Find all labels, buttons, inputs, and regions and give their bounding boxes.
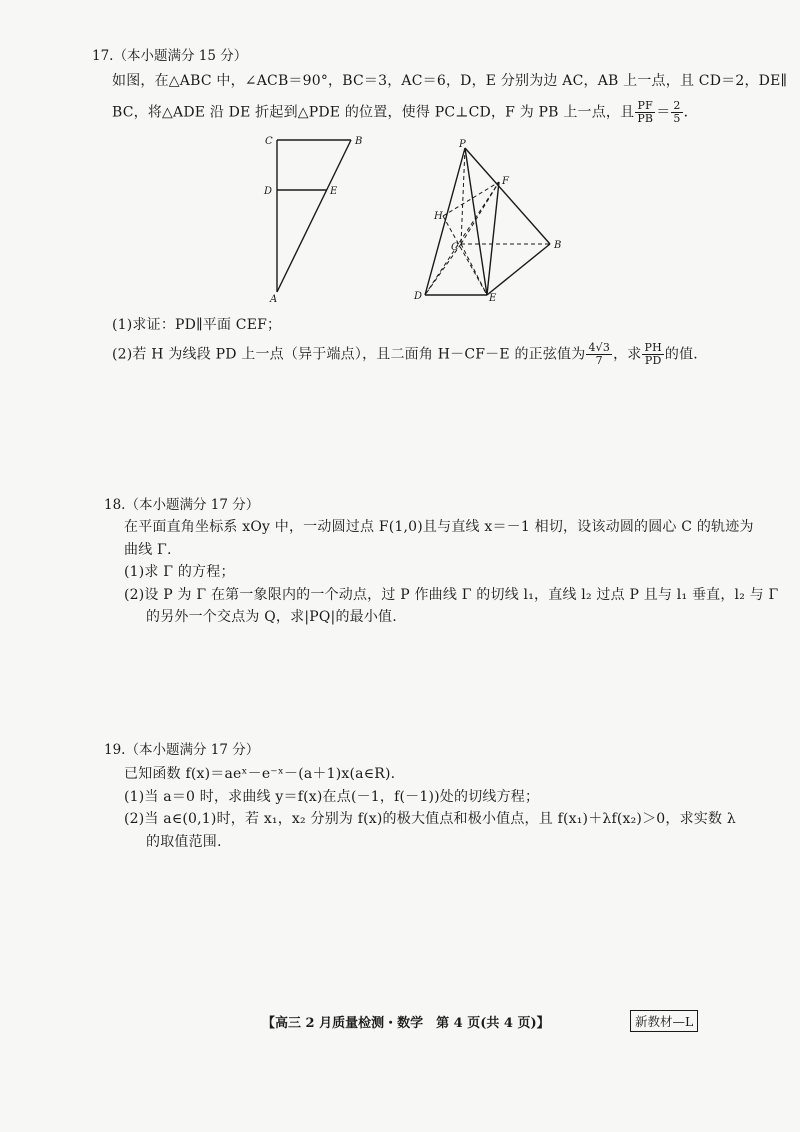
segment-df (425, 182, 499, 295)
label-f: F (502, 176, 509, 187)
label-d: D (414, 291, 423, 302)
question-19-part-1: (1)当 a＝0 时，求曲线 y＝f(x)在点(－1，f(－1))处的切线方程； (124, 789, 540, 805)
question-19-part-2-line1: (2)当 a∈(0,1)时，若 x₁，x₂ 分别为 f(x)的极大值点和极小值点，且 f(x₁)＋λf(x₂)＞0，求实数 λ (124, 811, 736, 827)
question-17-part-1: (1)求证：PD∥平面 CEF； (112, 317, 282, 333)
label-e: E (489, 293, 497, 303)
segment-ba (277, 140, 351, 292)
question-18-part-2-line1: (2)设 P 为 Γ 在第一象限内的一个动点，过 P 作曲线 Γ 的切线 l₁，直线 l₂ 过点 P 且与 l₁ 垂直，l₂ 与 Γ (124, 587, 779, 603)
question-17-part-2-mid: ，求 (613, 346, 642, 363)
segment-eb (487, 244, 550, 295)
fraction-numerator: PH (644, 341, 662, 354)
label-p: P (459, 139, 466, 150)
sentence-end: ． (683, 104, 698, 121)
question-18-part-2-line2: 的另外一个交点为 Q，求|PQ|的最小值. (146, 609, 397, 625)
fraction-denominator: PB (637, 112, 654, 125)
question-19-heading: 19.（本小题满分 17 分） (104, 742, 260, 758)
figure-folded-solid (405, 138, 575, 303)
fraction-denominator: PD (644, 354, 662, 367)
segment-pd (425, 148, 465, 295)
label-b: B (355, 136, 363, 147)
question-17-text-line2-main: BC，将△ADE 沿 DE 折起到△PDE 的位置，使得 PC⊥CD，F 为 PB 上一点，且 (112, 104, 635, 121)
fraction-numerator: PF (635, 100, 655, 113)
question-17-text-line2 (112, 100, 698, 125)
question-19-text-line1: 已知函数 f(x)＝aeˣ－e⁻ˣ－(a＋1)x(a∈R). (124, 766, 396, 782)
question-18-text-line1: 在平面直角坐标系 xOy 中，一动圆过点 F(1,0)且与直线 x＝－1 相切，设该动圆的圆心 C 的轨迹为 (124, 519, 754, 535)
question-18-text-line2: 曲线 Γ. (124, 542, 172, 558)
label-c: C (451, 242, 459, 253)
label-h: H (434, 211, 443, 222)
label-b: B (554, 240, 562, 251)
fraction-pf-pb (635, 100, 655, 125)
equals-sign: ＝ (656, 104, 671, 121)
fraction-two-fifths (671, 100, 682, 125)
question-18-heading: 18.（本小题满分 17 分） (104, 497, 260, 513)
label-d: D (264, 186, 273, 197)
question-17-part-2-end: 的值. (664, 346, 698, 363)
fraction-sine-value (586, 342, 612, 367)
fraction-numerator: 4√3 (588, 341, 611, 354)
page-footer: 【高三 2 月质量检测・数学 第 4 页(共 4 页)】 (262, 1016, 550, 1031)
question-17-part-2 (112, 342, 698, 367)
fraction-numerator: 2 (673, 99, 681, 112)
question-19-part-2-line2: 的取值范围. (146, 834, 222, 850)
label-a: A (270, 294, 278, 305)
question-17-part-2-main: (2)若 H 为线段 PD 上一点（异于端点），且二面角 H－CF－E 的正弦值为 (112, 346, 586, 363)
edition-badge: 新教材—L (630, 1010, 698, 1032)
fraction-ph-pd (642, 342, 663, 367)
label-c: C (265, 136, 273, 147)
question-17-heading: 17.（本小题满分 15 分） (92, 48, 248, 64)
question-18-part-1: (1)求 Γ 的方程； (124, 564, 235, 580)
label-e: E (330, 186, 338, 197)
figure-triangle-abc (255, 130, 375, 305)
fraction-denominator: 5 (673, 112, 681, 125)
fraction-denominator: 7 (595, 354, 603, 367)
question-17-text-line1: 如图，在△ABC 中，∠ACB＝90°，BC＝3，AC＝6，D，E 分别为边 AC，AB 上一点，且 CD＝2，DE∥ (112, 73, 788, 89)
